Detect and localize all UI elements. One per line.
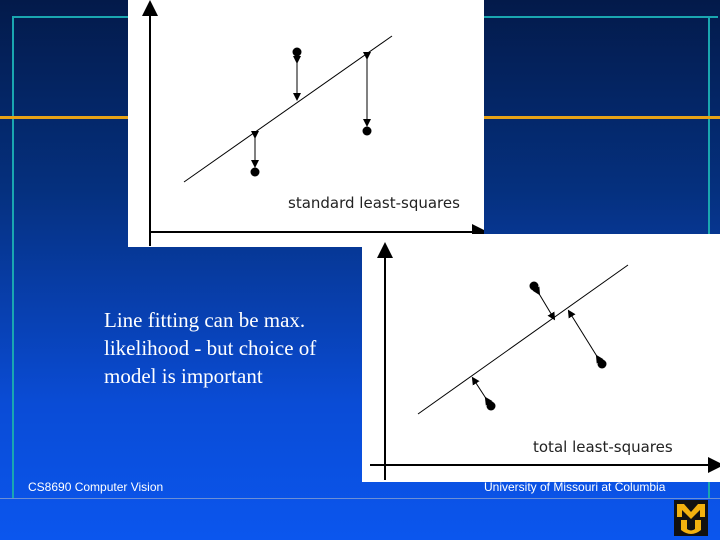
data-point: [293, 48, 302, 57]
body-line: model is important: [104, 364, 263, 388]
footer-divider: [0, 498, 720, 499]
body-line: likelihood - but choice of: [104, 336, 317, 360]
data-point: [363, 127, 372, 136]
data-point: [530, 282, 539, 291]
data-point: [251, 168, 260, 177]
residual-arrow: [570, 313, 598, 358]
mizzou-logo-icon: [674, 500, 708, 536]
residual-arrow: [474, 380, 487, 400]
figure-caption: total least-squares: [533, 438, 673, 456]
data-point: [487, 402, 496, 411]
figure-caption: standard least-squares: [288, 194, 460, 212]
fit-line: [184, 36, 392, 182]
slide-body-text: [104, 306, 364, 390]
footer-course-name: CS8690 Computer Vision: [28, 480, 164, 494]
body-line: Line fitting can be max.: [104, 308, 306, 332]
data-point: [598, 360, 607, 369]
standard-least-squares-figure: [128, 0, 484, 247]
residual-arrow: [538, 292, 553, 317]
fit-line: [418, 265, 628, 414]
total-least-squares-figure: [362, 234, 720, 482]
frame-left-line: [12, 16, 14, 498]
footer-university: University of Missouri at Columbia: [484, 480, 666, 494]
